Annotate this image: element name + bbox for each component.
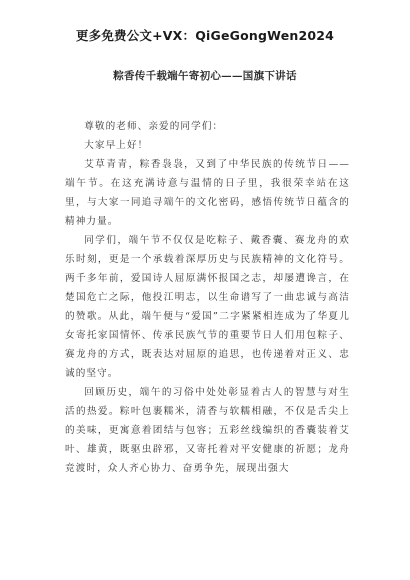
history-paragraph: 同学们，端午节不仅仅是吃粽子、戴香囊、赛龙舟的欢乐时刻，更是一个承载着深厚历史与民族精神的文化符号。两千多年前，爱国诗人屈原满怀报国之志，却屡遭谗言，在楚国危亡之际，他投江明志，以生命谱写了一曲忠诚与高洁的赞歌。从此，端午便与“爱国”二字紧紧相连成为了华夏儿女寄托家国情怀、传承民族气节的重要节日人们用包粽子、赛龙舟的方式，既表达对屈原的追思，也传递着对正义、忠诚的坚守。: [65, 235, 350, 379]
greeting-paragraph: 尊敬的老师、亲爱的同学们：: [84, 121, 224, 132]
document-title: 粽香传千载端午寄初心——国旗下讲话: [113, 70, 297, 82]
promo-header: 更多免费公文+VX：QiGeGongWen2024: [75, 28, 335, 43]
customs-paragraph: 回顾历史，端午的习俗中处处彰显着古人的智慧与对生活的热爱。粽叶包裹糯米，清香与软糯相融，不仅是舌尖上的美味，更寓意着团结与包容；五彩丝线编织的香囊装着艾叶、雄黄，既驱虫辟邪，又寄托着对平安健康的祈愿；龙舟竞渡时，众人齐心协力、奋勇争先，展现出强大: [65, 387, 350, 474]
document-body: [65, 117, 350, 478]
intro-paragraph: 艾草青青，粽香袅袅，又到了中华民族的传统节日——端午节。在这充满诗意与温情的日子里，我很荣幸站在这里，与大家一同追寻端午的文化密码，感悟传统节日蕴含的精神力量。: [65, 159, 350, 227]
salutation-paragraph: 大家早上好！: [84, 140, 149, 151]
